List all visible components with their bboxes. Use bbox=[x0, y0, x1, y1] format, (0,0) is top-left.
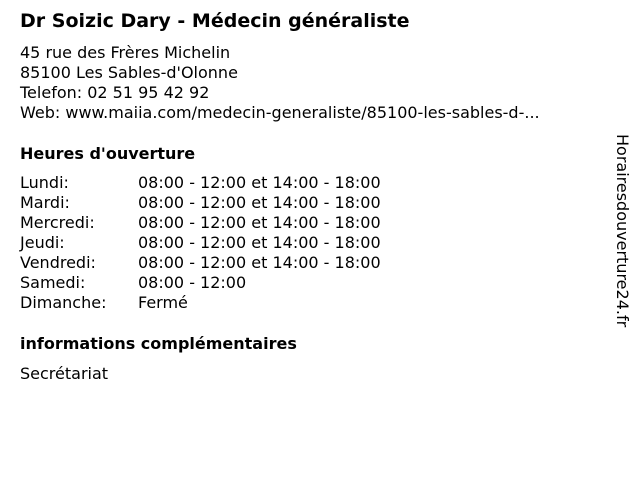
day-label: Samedi: bbox=[20, 273, 86, 292]
opening-hours-table bbox=[20, 173, 381, 313]
day-hours: 08:00 - 12:00 et 14:00 - 18:00 bbox=[138, 213, 381, 232]
street-address: 45 rue des Frères Michelin bbox=[20, 43, 231, 62]
phone-number: Telefon: 02 51 95 42 92 bbox=[20, 83, 210, 102]
day-label: Mardi: bbox=[20, 193, 70, 212]
hours-row bbox=[20, 233, 381, 253]
hours-row bbox=[20, 293, 381, 313]
site-watermark: Horairesdouverture24.fr bbox=[613, 134, 632, 328]
hours-row bbox=[20, 193, 381, 213]
day-hours: 08:00 - 12:00 bbox=[138, 273, 247, 292]
day-hours: 08:00 - 12:00 et 14:00 - 18:00 bbox=[138, 253, 381, 272]
day-label: Dimanche: bbox=[20, 293, 107, 312]
day-hours: 08:00 - 12:00 et 14:00 - 18:00 bbox=[138, 233, 381, 252]
address-block bbox=[20, 43, 540, 123]
city-address: 85100 Les Sables-d'Olonne bbox=[20, 63, 238, 82]
hours-heading: Heures d'ouverture bbox=[20, 144, 196, 163]
page-title: Dr Soizic Dary - Médecin généraliste bbox=[20, 10, 410, 32]
day-label: Vendredi: bbox=[20, 253, 96, 272]
day-hours: 08:00 - 12:00 et 14:00 - 18:00 bbox=[138, 173, 381, 192]
hours-row bbox=[20, 253, 381, 273]
day-label: Mercredi: bbox=[20, 213, 95, 232]
day-label: Jeudi: bbox=[20, 233, 65, 252]
hours-row bbox=[20, 213, 381, 233]
day-hours: Fermé bbox=[138, 293, 188, 312]
info-heading: informations complémentaires bbox=[20, 334, 297, 353]
day-hours: 08:00 - 12:00 et 14:00 - 18:00 bbox=[138, 193, 381, 212]
website-link[interactable]: Web: www.maiia.com/medecin-generaliste/85100-les-sables-d-... bbox=[20, 103, 540, 122]
hours-row bbox=[20, 273, 381, 293]
info-text: Secrétariat bbox=[20, 364, 109, 383]
day-label: Lundi: bbox=[20, 173, 69, 192]
hours-row bbox=[20, 173, 381, 193]
